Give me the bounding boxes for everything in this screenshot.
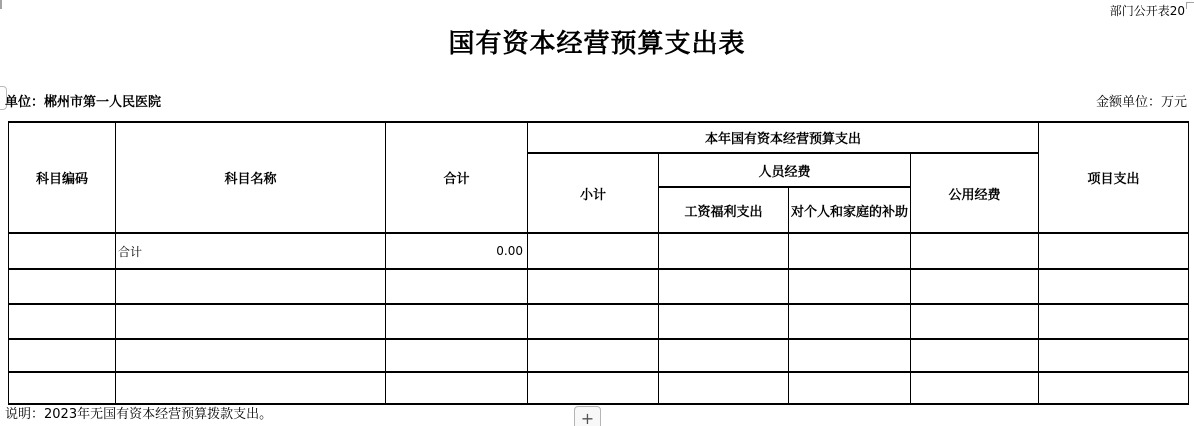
- cell-subtotal: [528, 304, 659, 339]
- cell-name: [116, 304, 386, 339]
- cell-public: [911, 339, 1039, 372]
- cell-public: [911, 269, 1039, 304]
- header-row-1: [9, 122, 1189, 153]
- unit-label: 单位：郴州市第一人民医院: [5, 95, 162, 110]
- cell-subtotal: [528, 233, 659, 269]
- col-header-current-year-group: 本年国有资本经营预算支出: [528, 122, 1039, 153]
- cell-subtotal: [528, 339, 659, 372]
- cell-code: [9, 304, 116, 339]
- cell-total: [386, 269, 528, 304]
- cell-code: [9, 233, 116, 269]
- cell-total: [386, 339, 528, 372]
- cell-wages: [659, 304, 789, 339]
- cell-subtotal: [528, 269, 659, 304]
- cell-name: [116, 339, 386, 372]
- cell-family: [789, 372, 911, 404]
- cell-code: [9, 269, 116, 304]
- cell-wages: [659, 339, 789, 372]
- col-header-family-subsidies: 对个人和家庭的补助: [789, 187, 911, 233]
- cell-total: 0.00: [386, 233, 528, 269]
- cell-wages: [659, 269, 789, 304]
- cell-public: [911, 304, 1039, 339]
- cell-subtotal: [528, 372, 659, 404]
- cell-wages: [659, 233, 789, 269]
- budget-expenditure-table: [8, 121, 1189, 405]
- col-header-subject-code: 科目编码: [9, 122, 116, 233]
- table-row: [9, 269, 1189, 304]
- cell-public: [911, 233, 1039, 269]
- cell-family: [789, 269, 911, 304]
- cell-code: [9, 372, 116, 404]
- table-row: [9, 372, 1189, 404]
- table-row: [9, 304, 1189, 339]
- col-header-personnel-group: 人员经费: [659, 153, 911, 187]
- cell-total: [386, 304, 528, 339]
- cutoff-box-top-right: [1186, 2, 1194, 9]
- cell-name: [116, 372, 386, 404]
- amount-unit-label: 金额单位：万元: [1095, 95, 1187, 110]
- cell-project: [1039, 372, 1189, 404]
- cell-name: 合计: [116, 233, 386, 269]
- note-text: 说明：2023年无国有资本经营预算拨款支出。: [5, 407, 273, 422]
- cell-name: [116, 269, 386, 304]
- cell-family: [789, 339, 911, 372]
- cell-family: [789, 304, 911, 339]
- cell-project: [1039, 304, 1189, 339]
- meta-row: [5, 95, 1187, 111]
- cell-public: [911, 372, 1039, 404]
- col-header-total: 合计: [386, 122, 528, 233]
- cell-project: [1039, 269, 1189, 304]
- col-header-public-expense: 公用经费: [911, 153, 1039, 233]
- table-row: [9, 233, 1189, 269]
- table-row: [9, 339, 1189, 372]
- cell-project: [1039, 339, 1189, 372]
- form-number-label: 部门公开表20: [1109, 4, 1185, 18]
- plus-icon: +: [580, 409, 595, 426]
- cell-wages: [659, 372, 789, 404]
- cell-family: [789, 233, 911, 269]
- cell-code: [9, 339, 116, 372]
- cell-project: [1039, 233, 1189, 269]
- col-header-project-expense: 项目支出: [1039, 122, 1189, 233]
- col-header-subtotal: 小计: [528, 153, 659, 233]
- page-title: 国有资本经营预算支出表: [448, 29, 746, 59]
- col-header-wages: 工资福利支出: [659, 187, 789, 233]
- add-row-button[interactable]: [574, 406, 601, 426]
- cell-total: [386, 372, 528, 404]
- cutoff-box-top-left: [0, 0, 2, 9]
- col-header-subject-name: 科目名称: [116, 122, 386, 233]
